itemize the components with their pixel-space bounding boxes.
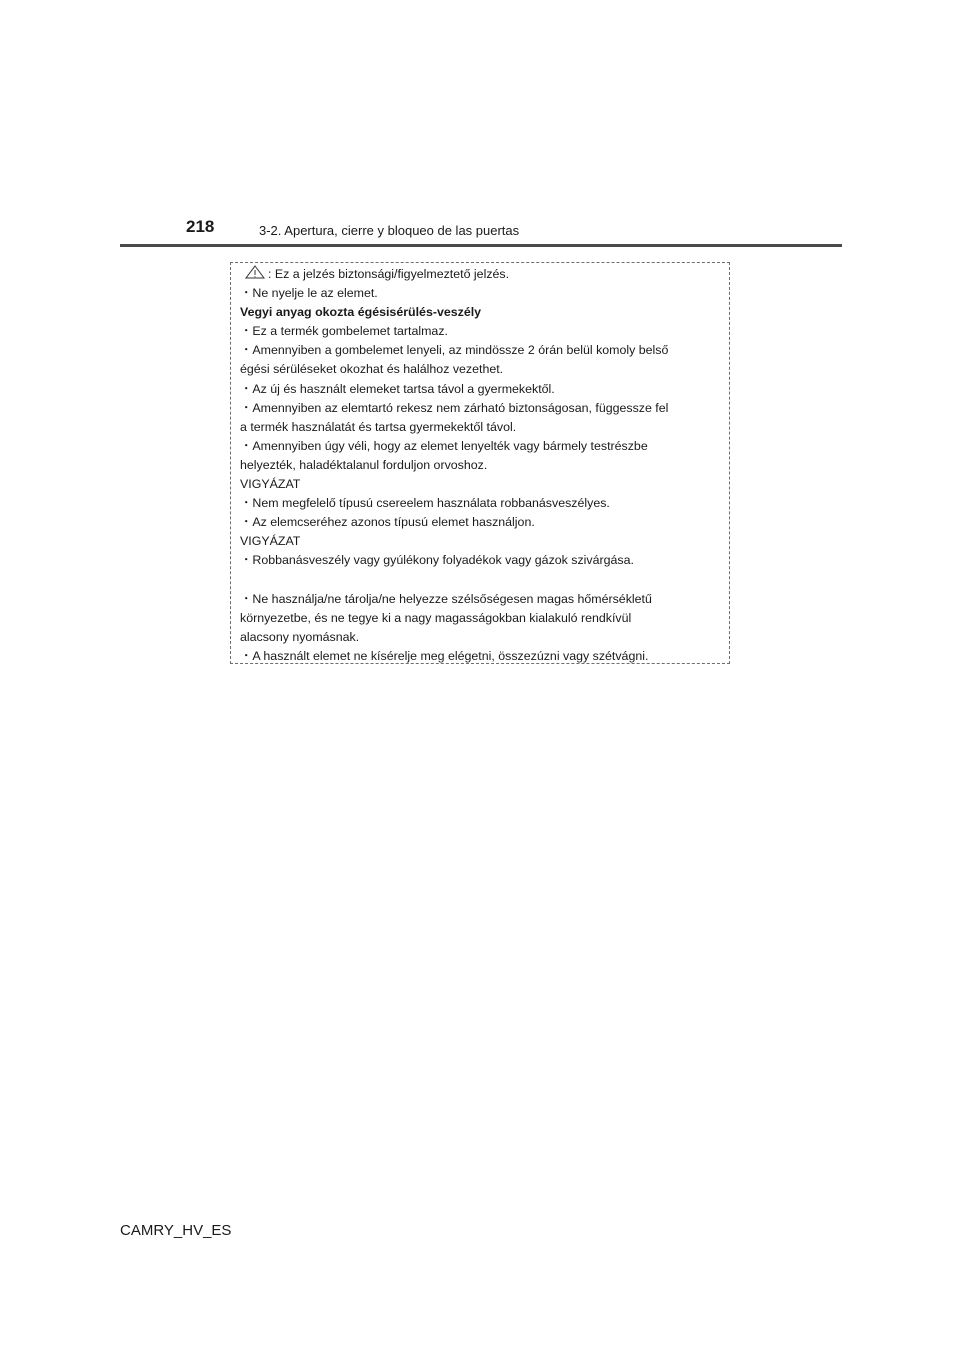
warning-line: helyezték, haladéktalanul forduljon orvoshoz. <box>240 457 488 472</box>
warning-line <box>240 571 729 590</box>
header-rule <box>120 244 842 247</box>
warning-line: ・Az elemcseréhez azonos típusú elemet használjon. <box>240 515 535 530</box>
warning-line: ・Amennyiben a gombelemet lenyeli, az mindössze 2 órán belül komoly belső <box>240 343 669 358</box>
model-code: CAMRY_HV_ES <box>120 1222 232 1239</box>
warning-line: Vegyi anyag okozta égésisérülés-veszély <box>240 305 482 320</box>
warning-legend-text: : Ez a jelzés biztonsági/figyelmeztető jelzés. <box>268 267 510 281</box>
warning-line: égési sérüléseket okozhat és halálhoz vezethet. <box>240 362 504 377</box>
section-title: 3-2. Apertura, cierre y bloqueo de las puertas <box>259 223 520 238</box>
warning-box <box>230 262 730 664</box>
warning-lines <box>240 284 729 666</box>
warning-line: környezetbe, és ne tegye ki a nagy magasságokban kialakuló rendkívül <box>240 610 632 625</box>
warning-line: alacsony nyomásnak. <box>240 629 360 644</box>
warning-line: ・Amennyiben úgy véli, hogy az elemet lenyelték vagy bármely testrészbe <box>240 438 648 453</box>
warning-line: ・Ne használja/ne tárolja/ne helyezze szélsőségesen magas hőmérsékletű <box>240 591 652 606</box>
warning-triangle-icon <box>244 265 266 279</box>
warning-line: a termék használatát és tartsa gyermekektől távol. <box>240 419 517 434</box>
warning-line: ・Nem megfelelő típusú csereelem használata robbanásveszélyes. <box>240 496 610 511</box>
warning-line: ・Az új és használt elemeket tartsa távol a gyermekektől. <box>240 381 555 396</box>
warning-line: ・A használt elemet ne kísérelje meg elégetni, összezúzni vagy szétvágni. <box>240 648 649 663</box>
warning-line: VIGYÁZAT <box>240 534 301 549</box>
warning-line: ・Amennyiben az elemtartó rekesz nem zárható biztonságosan, függessze fel <box>240 400 669 415</box>
warning-line: ・Ne nyelje le az elemet. <box>240 286 378 301</box>
warning-line: ・Ez a termék gombelemet tartalmaz. <box>240 324 448 339</box>
page-number: 218 <box>186 217 215 236</box>
warning-line: VIGYÁZAT <box>240 477 301 492</box>
warning-line: ・Robbanásveszély vagy gyúlékony folyadékok vagy gázok szivárgása. <box>240 553 634 568</box>
warning-legend <box>240 265 729 284</box>
